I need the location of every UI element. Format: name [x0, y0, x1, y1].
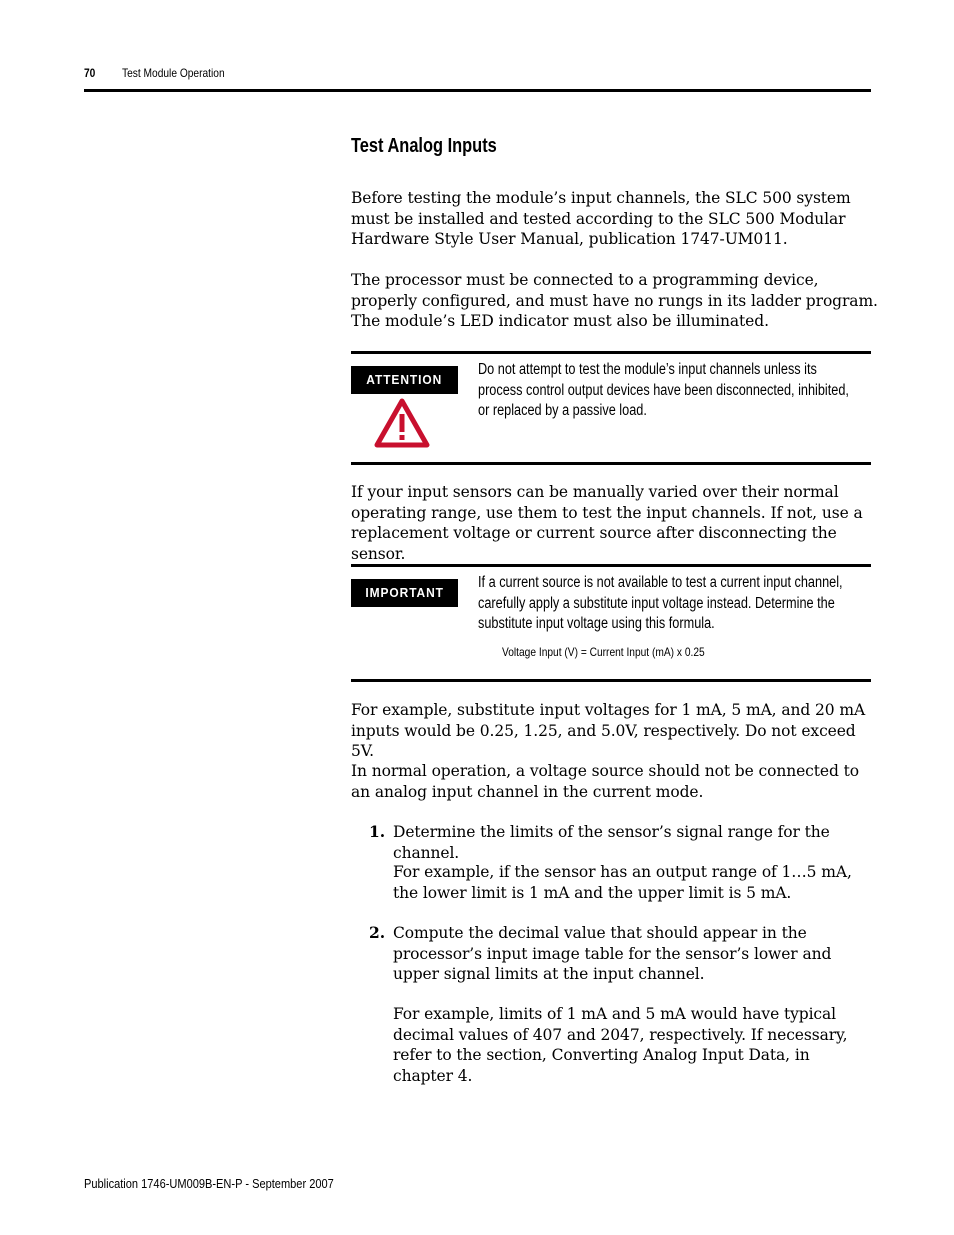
- warning-triangle-icon: [374, 398, 430, 448]
- important-label: IMPORTANT: [351, 579, 458, 607]
- step-1-number: 1.: [369, 822, 386, 841]
- attention-top-rule: [351, 351, 871, 354]
- important-bottom-rule: [351, 679, 871, 682]
- running-header-section: Test Module Operation: [122, 66, 225, 80]
- step-2-text: Compute the decimal value that should appear in the processor’s input image table for the sensor’s lower and upper signal limits at the input channel.: [393, 924, 832, 984]
- attention-bottom-rule: [351, 462, 871, 465]
- page-number: 70: [84, 66, 96, 80]
- step-2-number: 2.: [369, 923, 386, 942]
- step-1-example: For example, if the sensor has an output range of 1…5 mA, the lower limit is 1 mA and the upper limit is 5 mA.: [393, 863, 852, 902]
- important-top-rule: [351, 564, 871, 567]
- attention-label: ATTENTION: [351, 366, 458, 394]
- publication-footer: Publication 1746-UM009B-EN-P - September 2007: [84, 1176, 334, 1191]
- header-rule: [84, 89, 871, 92]
- step-1-text: Determine the limits of the sensor’s signal range for the channel.: [393, 823, 830, 862]
- normal-operation-paragraph: In normal operation, a voltage source should not be connected to an analog input channel in the current mode.: [351, 762, 859, 801]
- voltage-formula: Voltage Input (V) = Current Input (mA) x 0.25: [502, 645, 705, 659]
- step-2-example: For example, limits of 1 mA and 5 mA would have typical decimal values of 407 and 2047, respectively. If necessary, refer to the section, Converting Analog Input Data, in chapter 4.: [393, 1005, 848, 1085]
- intro-paragraph-2: The processor must be connected to a programming device, properly configured, and must have no rungs in its ladder program. The module’s LED indicator must also be illuminated.: [351, 271, 878, 331]
- section-title: Test Analog Inputs: [351, 135, 497, 157]
- attention-text: Do not attempt to test the module’s input channels unless its process control output devices have been disconnected, inhibited, or replaced by a passive load.: [478, 361, 849, 420]
- important-text: If a current source is not available to test a current input channel, carefully apply a substitute input voltage instead. Determine the substitute input voltage using this formula.: [478, 574, 843, 633]
- sensor-paragraph: If your input sensors can be manually varied over their normal operating range, use them to test the input channels. If not, use a replacement voltage or current source after disconnecting the sensor.: [351, 483, 863, 563]
- intro-paragraph-1: Before testing the module’s input channels, the SLC 500 system must be installed and tested according to the SLC 500 Modular Hardware Style User Manual, publication 1747-UM011.: [351, 189, 851, 249]
- example-paragraph: For example, substitute input voltages for 1 mA, 5 mA, and 20 mA inputs would be 0.25, 1.25, and 5.0V, respectively. Do not exceed 5V.: [351, 701, 866, 761]
